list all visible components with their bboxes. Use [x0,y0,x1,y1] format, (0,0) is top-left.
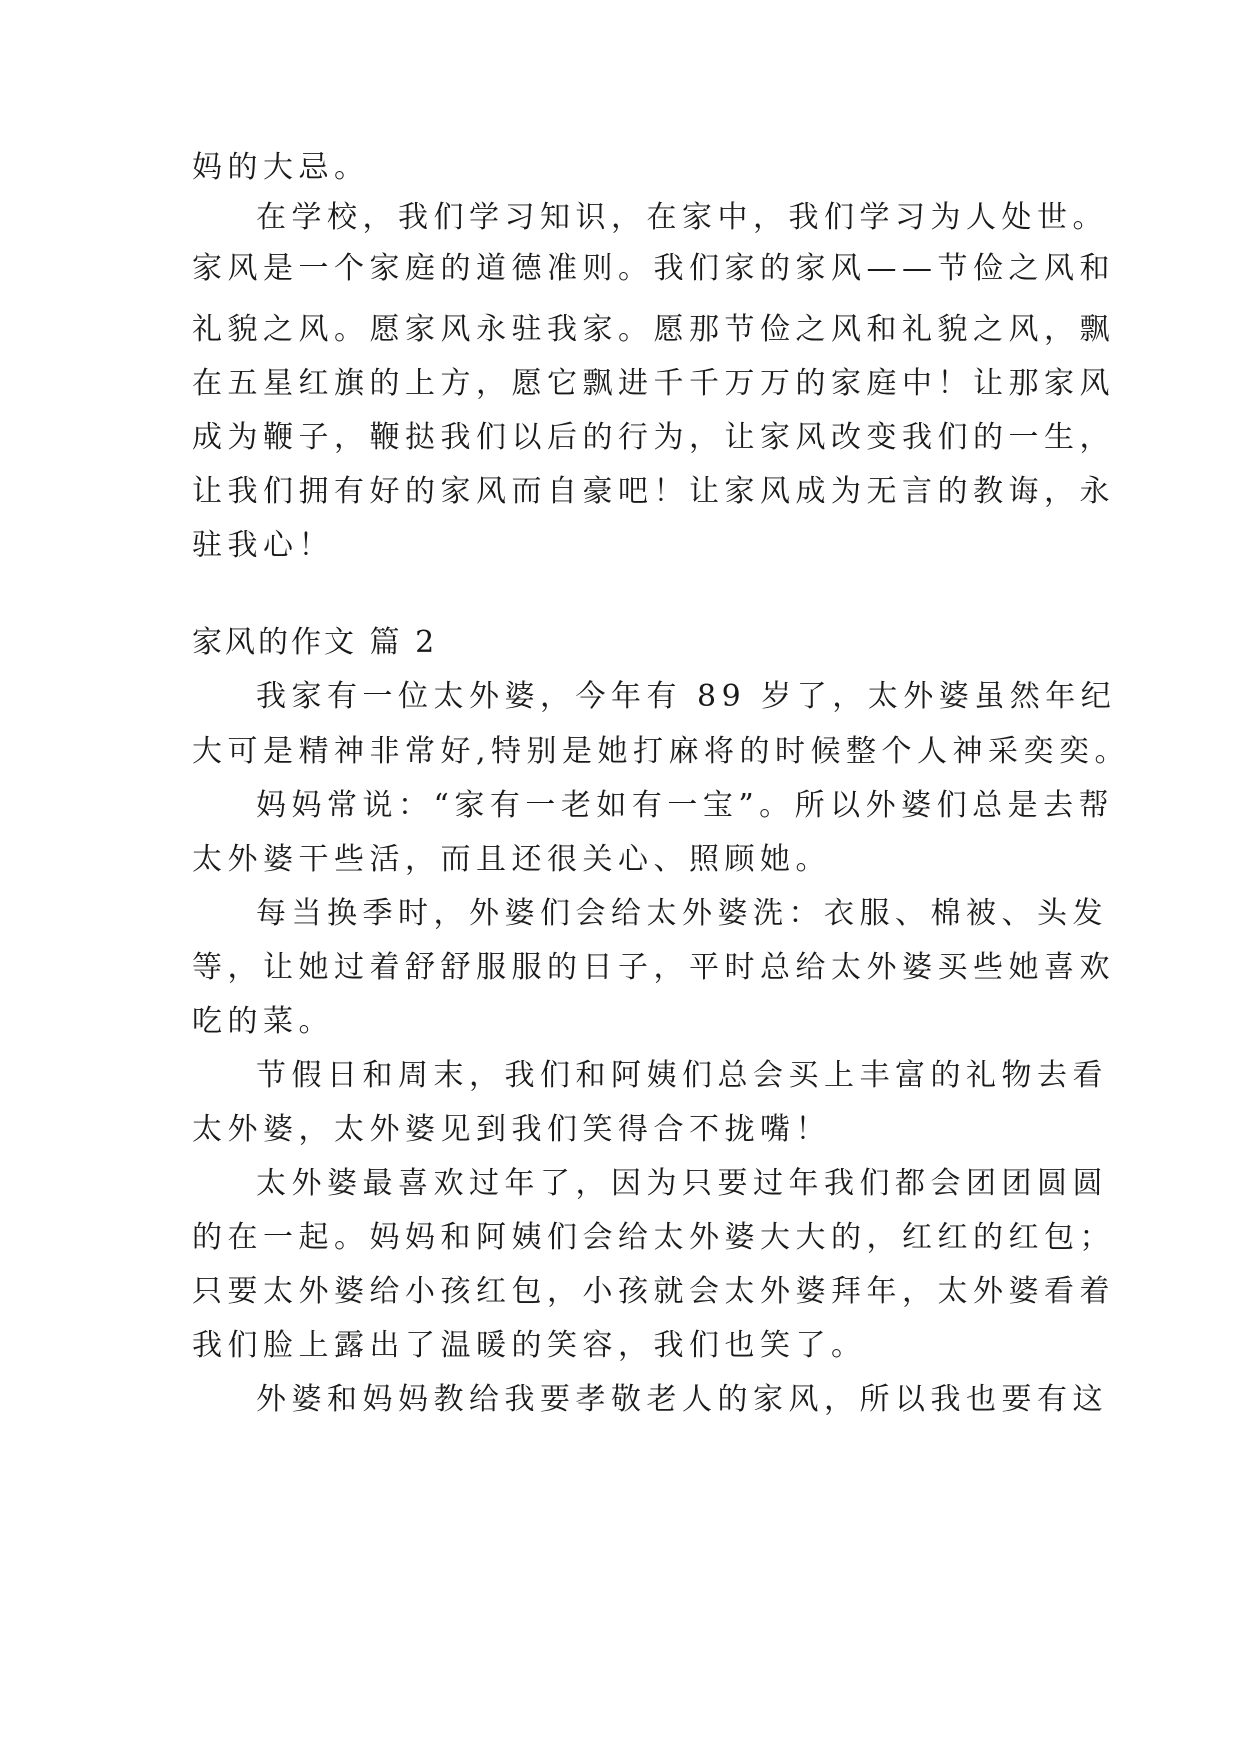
text-line: 我家有一位太外婆，今年有 89 岁了，太外婆虽然年纪 [256,679,1117,714]
text-line: 每当换季时，外婆们会给太外婆洗：衣服、棉被、头发 [256,896,1108,931]
text-line: 太外婆干些活，而且还很关心、照顾她。 [192,842,831,877]
text-line: 在学校，我们学习知识，在家中，我们学习为人处世。 [256,200,1108,235]
text-line: 家风是一个家庭的道德准则。我们家的家风——节俭之风和 [192,251,1115,286]
text-line: 的在一起。妈妈和阿姨们会给太外婆大大的，红红的红包； [192,1220,1115,1255]
text-line: 妈的大忌。 [192,150,370,185]
text-line: 大可是精神非常好,特别是她打麻将的时候整个人神采奕奕。 [192,734,1131,769]
text-line: 太外婆，太外婆见到我们笑得合不拢嘴！ [192,1112,831,1147]
text-line: 妈妈常说：“家有一老如有一宝”。所以外婆们总是去帮 [256,788,1115,823]
section-heading: 家风的作文 篇 2 [192,625,438,660]
text-line: 吃的菜。 [192,1004,334,1039]
text-line: 节假日和周末，我们和阿姨们总会买上丰富的礼物去看 [256,1058,1108,1093]
text-line: 等，让她过着舒舒服服的日子，平时总给太外婆买些她喜欢 [192,950,1115,985]
text-line: 成为鞭子，鞭挞我们以后的行为，让家风改变我们的一生， [192,420,1115,455]
text-line: 在五星红旗的上方，愿它飘进千千万万的家庭中！让那家风 [192,366,1115,401]
text-line: 我们脸上露出了温暖的笑容，我们也笑了。 [192,1328,867,1363]
text-line: 让我们拥有好的家风而自豪吧！让家风成为无言的教诲，永 [192,474,1115,509]
text-line: 太外婆最喜欢过年了，因为只要过年我们都会团团圆圆 [256,1166,1108,1201]
text-line: 外婆和妈妈教给我要孝敬老人的家风，所以我也要有这 [256,1382,1108,1417]
text-line: 礼貌之风。愿家风永驻我家。愿那节俭之风和礼貌之风，飘 [192,312,1115,347]
text-line: 只要太外婆给小孩红包，小孩就会太外婆拜年，太外婆看着 [192,1274,1115,1309]
text-line: 驻我心！ [192,528,334,563]
